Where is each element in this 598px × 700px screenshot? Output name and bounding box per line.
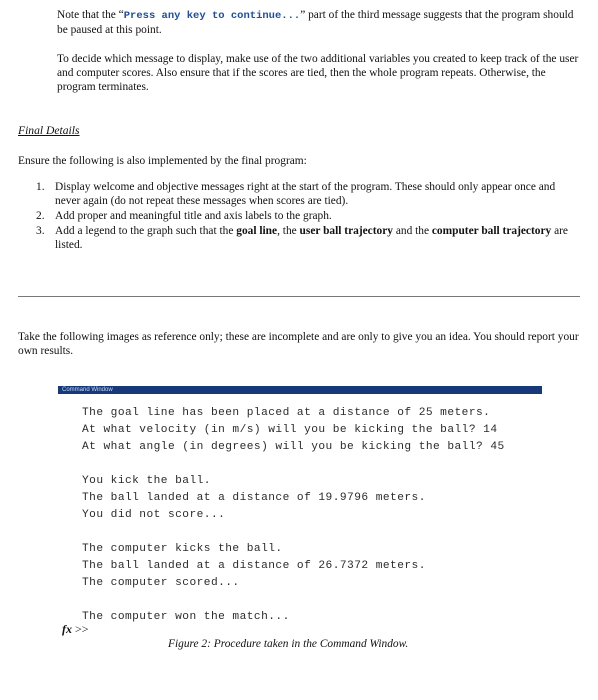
note-paragraph	[57, 8, 577, 37]
list-text: Display welcome and objective messages right at the start of the program. These should only appear once and never again (do not repeat these messages when scores are tied).	[55, 181, 556, 207]
list-number: 2.	[36, 210, 45, 222]
console-line: The computer kicks the ball.	[82, 543, 283, 555]
console-line: You kick the ball.	[82, 475, 211, 487]
figure-caption: Figure 2: Procedure taken in the Command Window.	[168, 638, 409, 650]
list-text-pre: Add a legend to the graph such that the	[55, 225, 237, 237]
command-window-screenshot	[58, 386, 542, 636]
reference-note: Take the following images as reference only; these are incomplete and are only to give you an idea. You should report your own results.	[18, 331, 579, 357]
fx-icon: fx	[62, 622, 72, 636]
list-number: 1.	[36, 181, 45, 193]
list-number: 3.	[36, 225, 45, 237]
console-line: The computer scored...	[82, 577, 240, 589]
prompt-symbol: >>	[75, 622, 89, 636]
computer-trajectory-term: computer ball trajectory	[431, 225, 552, 237]
user-trajectory-term: user ball trajectory	[299, 225, 393, 237]
list-text-mid: , the	[277, 225, 300, 237]
final-details-heading: Final Details	[18, 124, 80, 137]
list-text-mid: and the	[392, 225, 432, 237]
final-details-lead: Ensure the following is also implemented by the final program:	[18, 155, 307, 167]
command-prompt	[62, 622, 89, 637]
console-line: At what angle (in degrees) will you be kicking the ball? 45	[82, 441, 505, 453]
console-line: You did not score...	[82, 509, 226, 521]
goal-line-term: goal line	[236, 225, 278, 237]
list-item	[18, 180, 573, 208]
note-suffix: ” part of the third message suggests that the program should be paused at this point.	[57, 9, 574, 36]
note-prefix: Note that the “	[57, 9, 124, 21]
console-line: The goal line has been placed at a distance of 25 meters.	[82, 407, 491, 419]
command-window-titlebar: Command Window	[58, 386, 542, 394]
console-line: The computer won the match...	[82, 611, 290, 623]
list-item	[18, 224, 573, 252]
list-item	[18, 209, 573, 223]
list-text-post: are listed.	[55, 225, 568, 251]
console-line: At what velocity (in m/s) will you be kicking the ball? 14	[82, 424, 498, 436]
press-any-key-code: Press any key to continue...	[123, 10, 301, 22]
section-divider	[18, 296, 580, 297]
requirements-list	[18, 180, 573, 253]
list-text: Add proper and meaningful title and axis labels to the graph.	[55, 210, 332, 222]
decide-paragraph: To decide which message to display, make use of the two additional variables you created to keep track of the user and computer scores. Also ensure that if the scores are tied, then the whole program repeats. Otherwise, the program terminates.	[57, 53, 579, 93]
console-line: The ball landed at a distance of 19.9796 meters.	[82, 492, 426, 504]
console-line: The ball landed at a distance of 26.7372 meters.	[82, 560, 426, 572]
